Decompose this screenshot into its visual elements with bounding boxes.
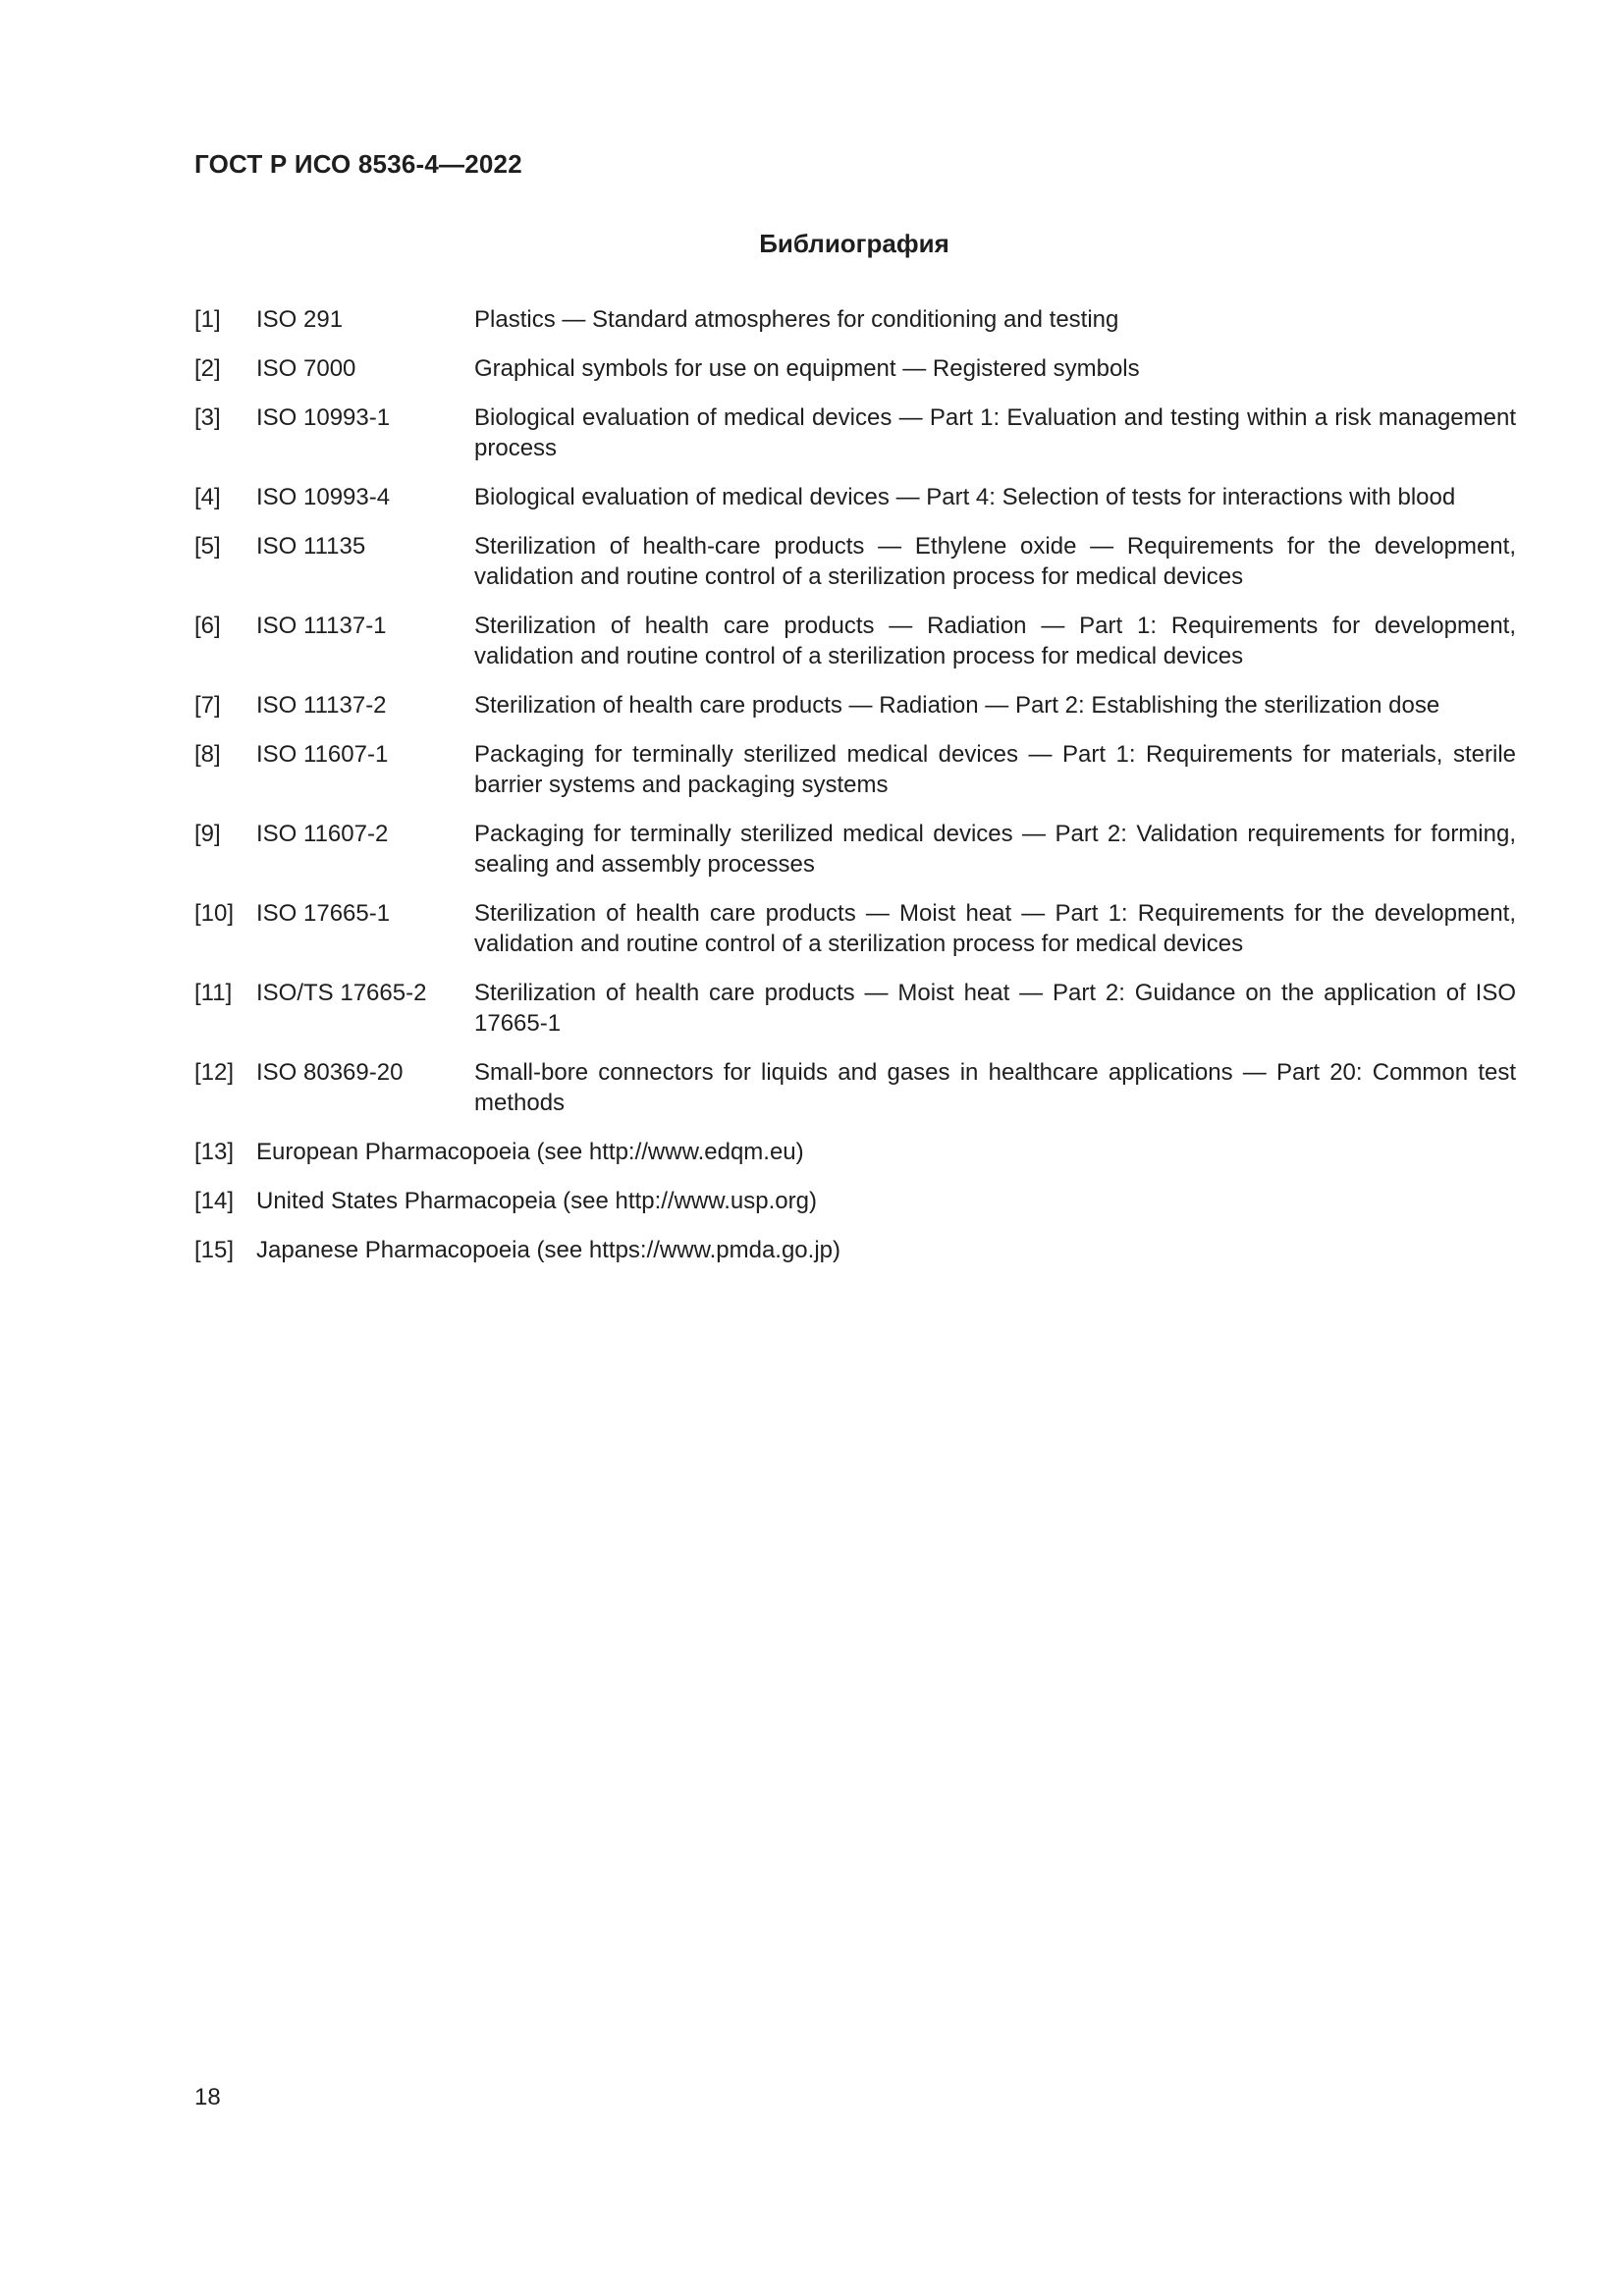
bibliography-entry: [194, 402, 1516, 463]
bibliography-entry: [194, 1235, 1516, 1265]
entry-title: United States Pharmacopeia (see http://www.usp.org): [256, 1188, 817, 1214]
entry-number: [2]: [194, 355, 221, 382]
bibliography-entry: [194, 898, 1516, 959]
bibliography-entry: [194, 531, 1516, 592]
entry-standard-code: ISO 7000: [256, 355, 356, 382]
entry-number: [10]: [194, 900, 235, 927]
entry-number: [6]: [194, 613, 221, 639]
bibliography-entry: [194, 482, 1516, 512]
bibliography-entry: [194, 304, 1516, 335]
entry-title: Sterilization of health-care products — Ethylene oxide — Requirements for the development, validation and routine control of a sterilization process for medical devices: [474, 533, 1516, 590]
entry-number: [5]: [194, 533, 221, 560]
entry-standard-code: ISO/TS 17665-2: [256, 980, 427, 1006]
entry-title: Small-bore connectors for liquids and gases in healthcare applications — Part 20: Common test methods: [474, 1059, 1516, 1116]
entry-title: Sterilization of health care products — Radiation — Part 1: Requirements for development, validation and routine control of a sterilization process for medical devices: [474, 613, 1516, 669]
entry-standard-code: ISO 80369-20: [256, 1059, 404, 1086]
entry-number: [14]: [194, 1188, 235, 1214]
bibliography-entry: [194, 739, 1516, 800]
entry-standard-code: ISO 17665-1: [256, 900, 391, 927]
entry-standard-code: ISO 11135: [256, 533, 366, 560]
document-standard-code: ГОСТ Р ИСО 8536-4—2022: [194, 149, 522, 179]
entry-title: Biological evaluation of medical devices — Part 1: Evaluation and testing within a risk management process: [474, 404, 1516, 461]
entry-number: [13]: [194, 1139, 235, 1165]
bibliography-entry: [194, 611, 1516, 671]
entry-title: Packaging for terminally sterilized medical devices — Part 2: Validation requirements for forming, sealing and assembly processes: [474, 821, 1516, 878]
entry-title: Plastics — Standard atmospheres for conditioning and testing: [474, 306, 1119, 333]
bibliography-entry: [194, 1186, 1516, 1216]
entry-standard-code: ISO 11607-2: [256, 821, 389, 847]
entry-title: Sterilization of health care products — Radiation — Part 2: Establishing the sterilization dose: [474, 692, 1440, 719]
entry-number: [4]: [194, 484, 221, 510]
entry-number: [15]: [194, 1237, 235, 1263]
bibliography-list: [194, 304, 1516, 1284]
entry-number: [8]: [194, 741, 221, 768]
entry-standard-code: ISO 11607-1: [256, 741, 389, 768]
entry-standard-code: ISO 10993-1: [256, 404, 391, 431]
bibliography-entry: [194, 353, 1516, 384]
bibliography-entry: [194, 978, 1516, 1039]
page-number: 18: [194, 2084, 221, 2110]
entry-title: Japanese Pharmacopoeia (see https://www.pmda.go.jp): [256, 1237, 840, 1263]
entry-title: European Pharmacopoeia (see http://www.edqm.eu): [256, 1139, 804, 1165]
entry-title: Graphical symbols for use on equipment — Registered symbols: [474, 355, 1140, 382]
bibliography-entry: [194, 819, 1516, 880]
bibliography-entry: [194, 1137, 1516, 1167]
entry-title: Biological evaluation of medical devices — Part 4: Selection of tests for interactions with blood: [474, 484, 1456, 510]
bibliography-entry: [194, 690, 1516, 721]
entry-standard-code: ISO 291: [256, 306, 344, 333]
entry-number: [7]: [194, 692, 221, 719]
entry-number: [1]: [194, 306, 221, 333]
bibliography-entry: [194, 1057, 1516, 1118]
section-title: Библиография: [759, 229, 949, 258]
entry-number: [9]: [194, 821, 221, 847]
entry-title: Packaging for terminally sterilized medical devices — Part 1: Requirements for materials, sterile barrier systems and packaging systems: [474, 741, 1516, 798]
entry-number: [3]: [194, 404, 221, 431]
entry-standard-code: ISO 10993-4: [256, 484, 391, 510]
entry-title: Sterilization of health care products — Moist heat — Part 1: Requirements for the development, validation and routine control of a sterilization process for medical devices: [474, 900, 1516, 957]
entry-standard-code: ISO 11137-2: [256, 692, 387, 719]
entry-title: Sterilization of health care products — Moist heat — Part 2: Guidance on the application of ISO 17665-1: [474, 980, 1516, 1037]
entry-number: [12]: [194, 1059, 235, 1086]
entry-standard-code: ISO 11137-1: [256, 613, 387, 639]
entry-number: [11]: [194, 980, 233, 1006]
